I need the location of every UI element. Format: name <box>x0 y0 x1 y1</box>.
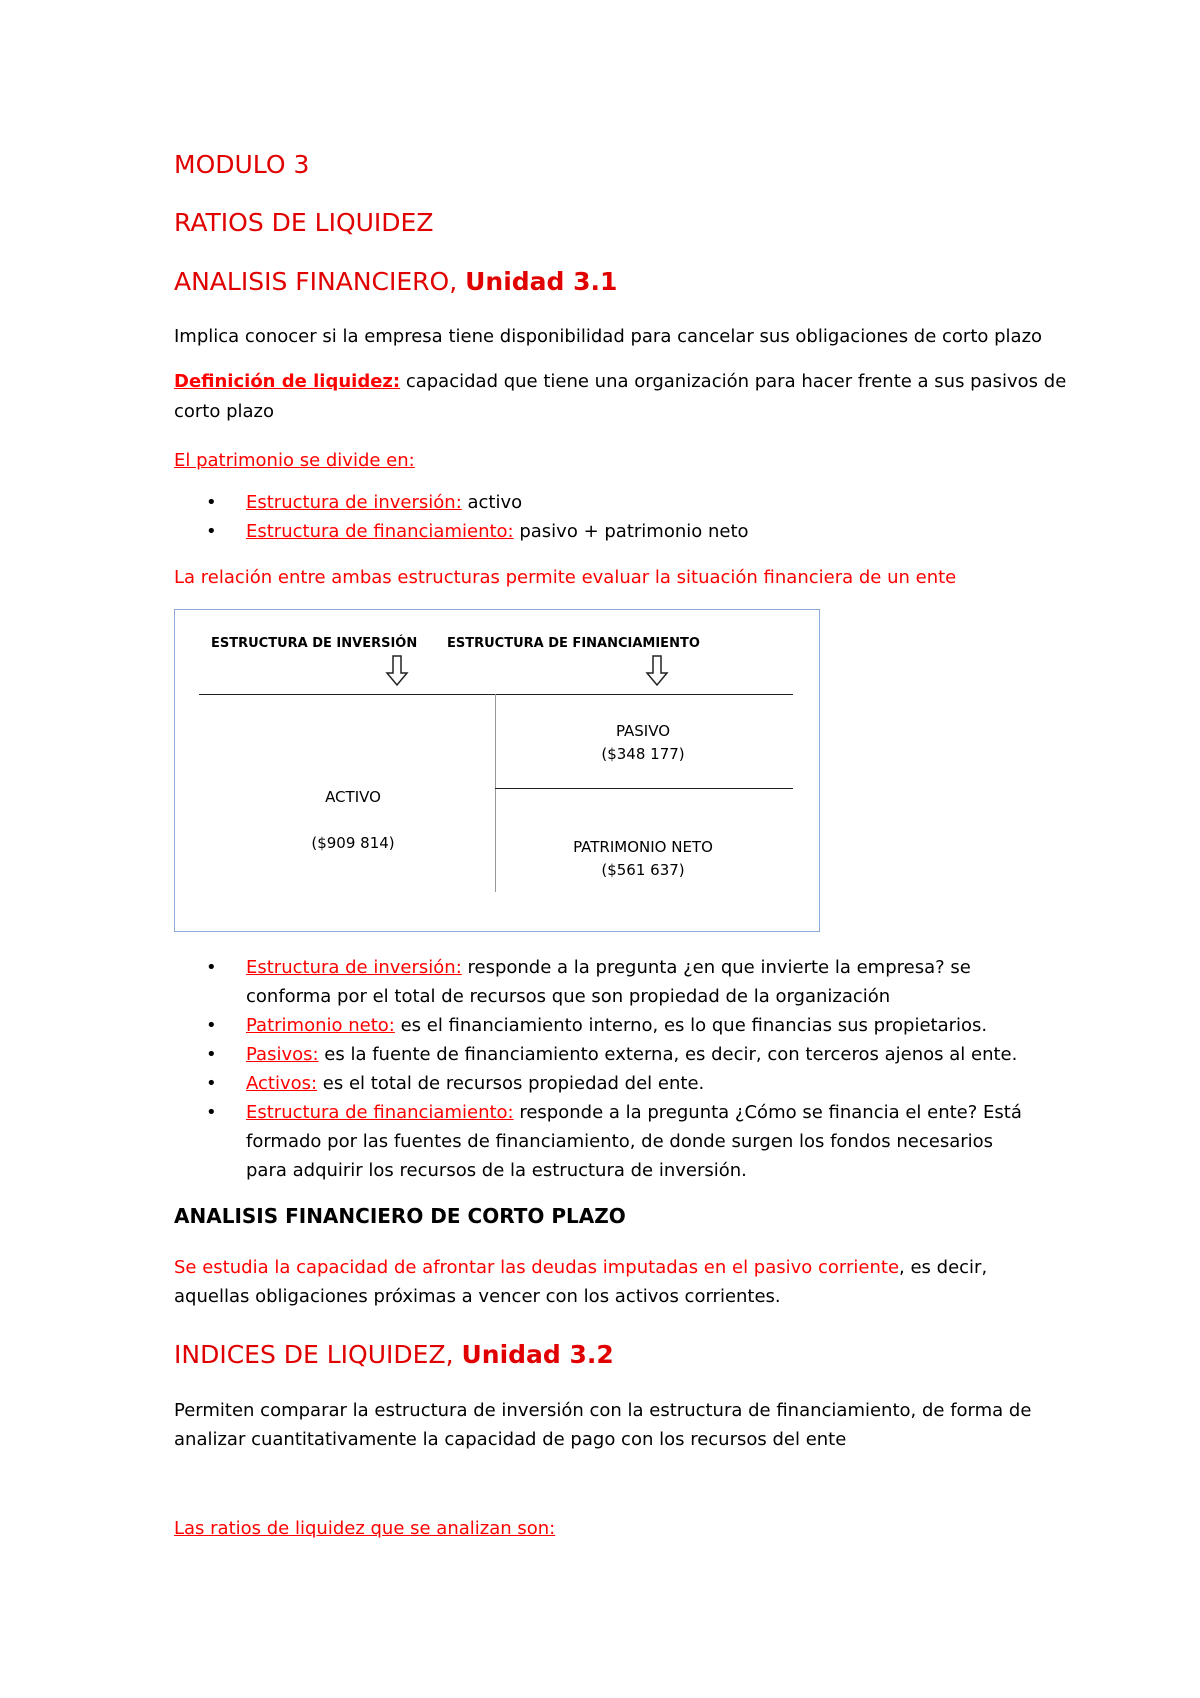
patrimonio-label: PATRIMONIO NETO <box>573 838 713 856</box>
definition-line-1 <box>174 367 1066 396</box>
diagram-middle-line <box>495 788 793 789</box>
diagram-divider <box>495 694 496 892</box>
analisis-title-unit: Unidad 3.1 <box>465 267 618 296</box>
definition-line-2: corto plazo <box>174 401 275 422</box>
pasivo-value: ($348 177) <box>601 745 685 763</box>
bullet-icon: • <box>206 1073 217 1094</box>
division-item-text <box>246 488 522 517</box>
bullet-icon: • <box>206 1044 217 1065</box>
division-item <box>206 517 217 546</box>
division-item-text <box>246 517 749 546</box>
corto-plazo-highlight: Se estudia la capacidad de afrontar las deudas imputadas en el pasivo corriente <box>174 1257 900 1278</box>
activo-value: ($909 814) <box>311 834 395 852</box>
activo-label: ACTIVO <box>325 788 381 806</box>
bullet-icon: • <box>206 1015 217 1036</box>
analisis-title <box>174 267 617 296</box>
relation-text: La relación entre ambas estructuras permite evaluar la situación financiera de un ente <box>174 567 957 588</box>
indices-title-prefix: INDICES DE LIQUIDEZ, <box>174 1340 462 1369</box>
financiamiento-label: ESTRUCTURA DE FINANCIAMIENTO <box>447 636 700 651</box>
structure-diagram <box>174 609 820 932</box>
definitions-item-continuation: conforma por el total de recursos que son propiedad de la organización <box>246 986 891 1007</box>
definitions-item <box>246 1069 704 1098</box>
division-item-value: activo <box>461 492 523 513</box>
indices-title <box>174 1340 614 1369</box>
definitions-item-label: Estructura de inversión: <box>246 957 462 978</box>
definitions-item-continuation: para adquirir los recursos de la estructura de inversión. <box>246 1160 747 1181</box>
indices-title-unit: Unidad 3.2 <box>461 1340 614 1369</box>
ratios-title: RATIOS DE LIQUIDEZ <box>174 208 434 237</box>
definitions-item <box>246 1011 987 1040</box>
definitions-item <box>246 1098 1022 1127</box>
division-item <box>206 488 217 517</box>
indices-line-1: Permiten comparar la estructura de inversión con la estructura de financiamiento, de forma de <box>174 1400 1032 1421</box>
corto-plazo-line-1 <box>174 1253 987 1282</box>
definitions-item-text: es el financiamiento interno, es lo que financias sus propietarios. <box>394 1015 988 1036</box>
corto-plazo-heading: ANALISIS FINANCIERO DE CORTO PLAZO <box>174 1204 626 1228</box>
pasivo-label: PASIVO <box>615 722 671 740</box>
definition-text: capacidad que tiene una organización para hacer frente a sus pasivos de <box>400 371 1067 392</box>
bullet-icon: • <box>206 957 217 978</box>
corto-plazo-rest: , es decir, <box>899 1257 988 1278</box>
definitions-item-text: responde a la pregunta ¿Cómo se financia el ente? Está <box>513 1102 1022 1123</box>
intro-text: Implica conocer si la empresa tiene disponibilidad para cancelar sus obligaciones de corto plazo <box>174 326 1043 347</box>
corto-plazo-line-2: aquellas obligaciones próximas a vencer con los activos corrientes. <box>174 1286 781 1307</box>
definitions-item-continuation: formado por las fuentes de financiamiento, de donde surgen los fondos necesarios <box>246 1131 994 1152</box>
definitions-item <box>246 1040 1017 1069</box>
definitions-item-label: Estructura de financiamiento: <box>246 1102 514 1123</box>
patrimonio-value: ($561 637) <box>601 861 685 879</box>
definitions-item-label: Pasivos: <box>246 1044 319 1065</box>
definition-label: Definición de liquidez: <box>174 371 401 392</box>
bullet-icon: • <box>206 521 217 542</box>
definitions-item-text: responde a la pregunta ¿en que invierte la empresa? se <box>461 957 971 978</box>
division-item-label: Estructura de financiamiento: <box>246 521 514 542</box>
ratios-list-heading: Las ratios de liquidez que se analizan son: <box>174 1518 556 1539</box>
definitions-item-text: es la fuente de financiamiento externa, es decir, con terceros ajenos al ente. <box>318 1044 1018 1065</box>
down-arrow-icon <box>385 655 409 687</box>
inversion-label: ESTRUCTURA DE INVERSIÓN <box>211 636 418 651</box>
bullet-icon: • <box>206 492 217 513</box>
indices-line-2: analizar cuantitativamente la capacidad de pago con los recursos del ente <box>174 1429 847 1450</box>
definitions-item-label: Activos: <box>246 1073 318 1094</box>
analisis-title-prefix: ANALISIS FINANCIERO, <box>174 267 466 296</box>
definitions-item <box>246 953 971 982</box>
division-item-label: Estructura de inversión: <box>246 492 462 513</box>
definitions-item-text: es el total de recursos propiedad del ente. <box>317 1073 705 1094</box>
diagram-top-line <box>199 694 793 695</box>
module-title: MODULO 3 <box>174 150 310 179</box>
bullet-icon: • <box>206 1102 217 1123</box>
definitions-item-label: Patrimonio neto: <box>246 1015 395 1036</box>
division-item-value: pasivo + patrimonio neto <box>513 521 749 542</box>
down-arrow-icon <box>645 655 669 687</box>
patrimonio-heading: El patrimonio se divide en: <box>174 450 415 471</box>
